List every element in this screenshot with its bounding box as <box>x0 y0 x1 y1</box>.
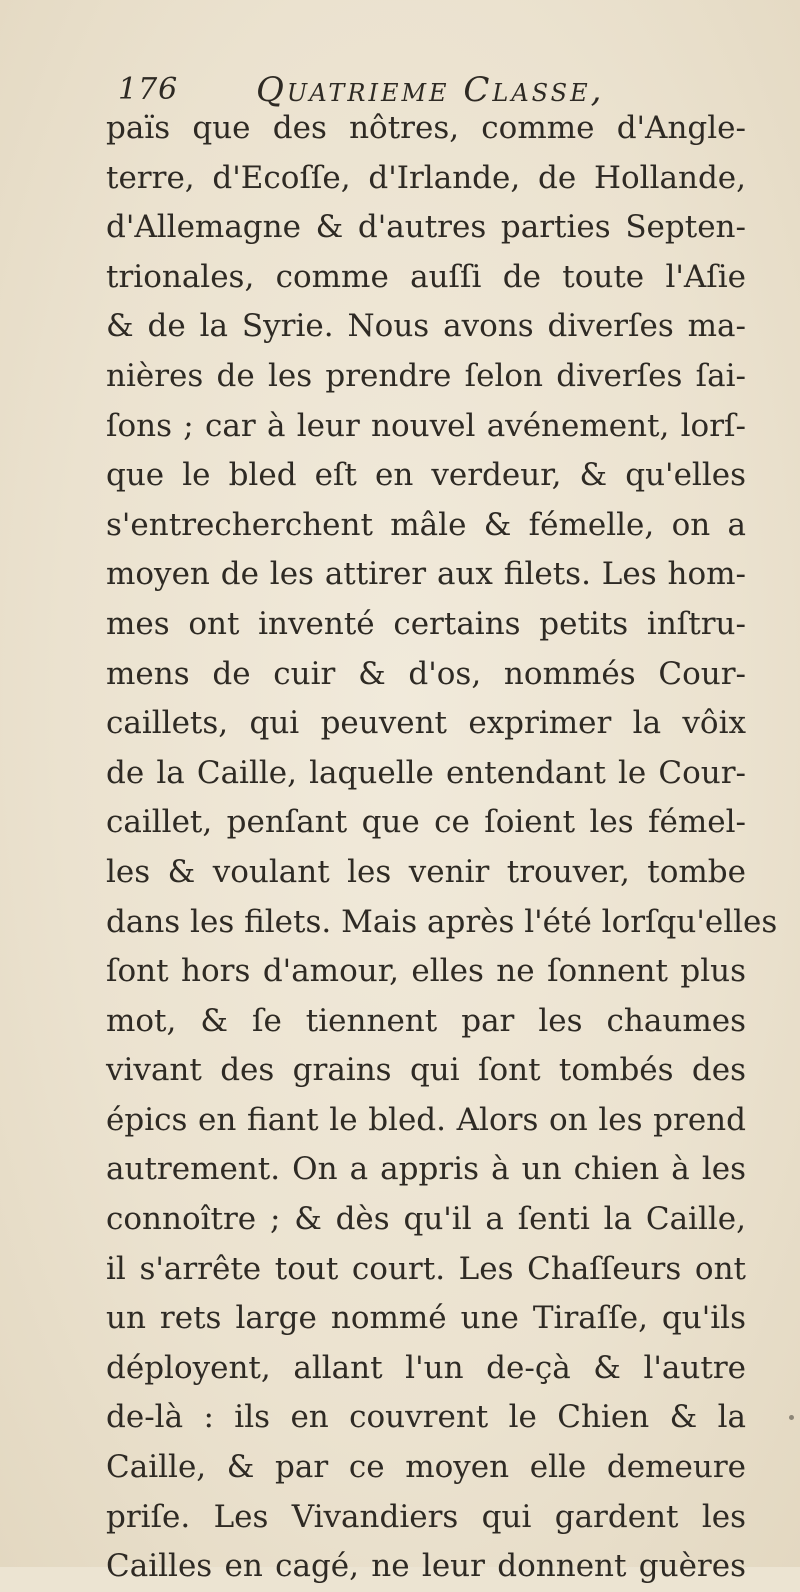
text-line-6: nières de les prendre ſelon diverſes ſai- <box>106 357 746 394</box>
text-line-17: dans les filets. Mais après l'été lorſqu'elles <box>106 903 778 940</box>
text-line-26: déployent, allant l'un de-çà & l'autre <box>106 1349 746 1386</box>
text-line-8: que le bled eſt en verdeur, & qu'elles <box>106 457 746 494</box>
text-line-9: s'entrecherchent mâle & fémelle, on a <box>106 506 746 543</box>
running-head: Quatrieme Classe, <box>256 70 605 110</box>
page-number: 176 <box>118 72 179 107</box>
text-line-20: vivant des grains qui ſont tombés des <box>106 1052 746 1089</box>
text-line-27: de-là : ils en couvrent le Chien & la <box>106 1399 746 1436</box>
text-line-16: les & voulant les venir trouver, tombe <box>106 853 746 890</box>
text-line-12: mens de cuir & d'os, nommés Cour- <box>106 655 746 692</box>
paper-speck <box>789 1415 794 1420</box>
text-line-22: autrement. On a appris à un chien à les <box>106 1151 746 1188</box>
text-line-7: ſons ; car à leur nouvel avénement, lorſ- <box>106 407 746 444</box>
text-line-11: mes ont inventé certains petits inſtru- <box>106 605 746 642</box>
text-line-24: il s'arrête tout court. Les Chaſſeurs ont <box>106 1250 746 1287</box>
text-line-5: & de la Syrie. Nous avons diverſes ma- <box>106 308 746 345</box>
text-line-18: ſont hors d'amour, elles ne ſonnent plus <box>106 953 746 990</box>
text-line-13: caillets, qui peuvent exprimer la vôix <box>106 705 746 742</box>
text-line-15: caillet, penſant que ce ſoient les fémel- <box>106 804 746 841</box>
text-line-30: Cailles en cagé, ne leur donnent guères <box>106 1548 746 1585</box>
text-line-4: trionales, comme auſſi de toute l'Aſie <box>106 258 746 295</box>
text-line-21: épics en fiant le bled. Alors on les prend <box>106 1101 746 1138</box>
text-line-19: mot, & ſe tiennent par les chaumes <box>106 1002 746 1039</box>
text-line-10: moyen de les attirer aux filets. Les hom- <box>106 556 746 593</box>
body-text <box>106 104 778 1592</box>
text-line-1: païs que des nôtres, comme d'Angle- <box>106 110 746 146</box>
text-line-14: de la Caille, laquelle entendant le Cour- <box>106 754 746 791</box>
text-line-23: connoître ; & dès qu'il a ſenti la Caille, <box>106 1201 746 1238</box>
text-line-28: Caille, & par ce moyen elle demeure <box>106 1449 746 1486</box>
text-line-29: priſe. Les Vivandiers qui gardent les <box>106 1498 746 1535</box>
text-line-3: d'Allemagne & d'autres parties Septen- <box>106 209 746 246</box>
text-line-25: un rets large nommé une Tiraſſe, qu'ils <box>106 1300 746 1337</box>
text-line-2: terre, d'Ecoſſe, d'Irlande, de Hollande, <box>106 159 746 196</box>
